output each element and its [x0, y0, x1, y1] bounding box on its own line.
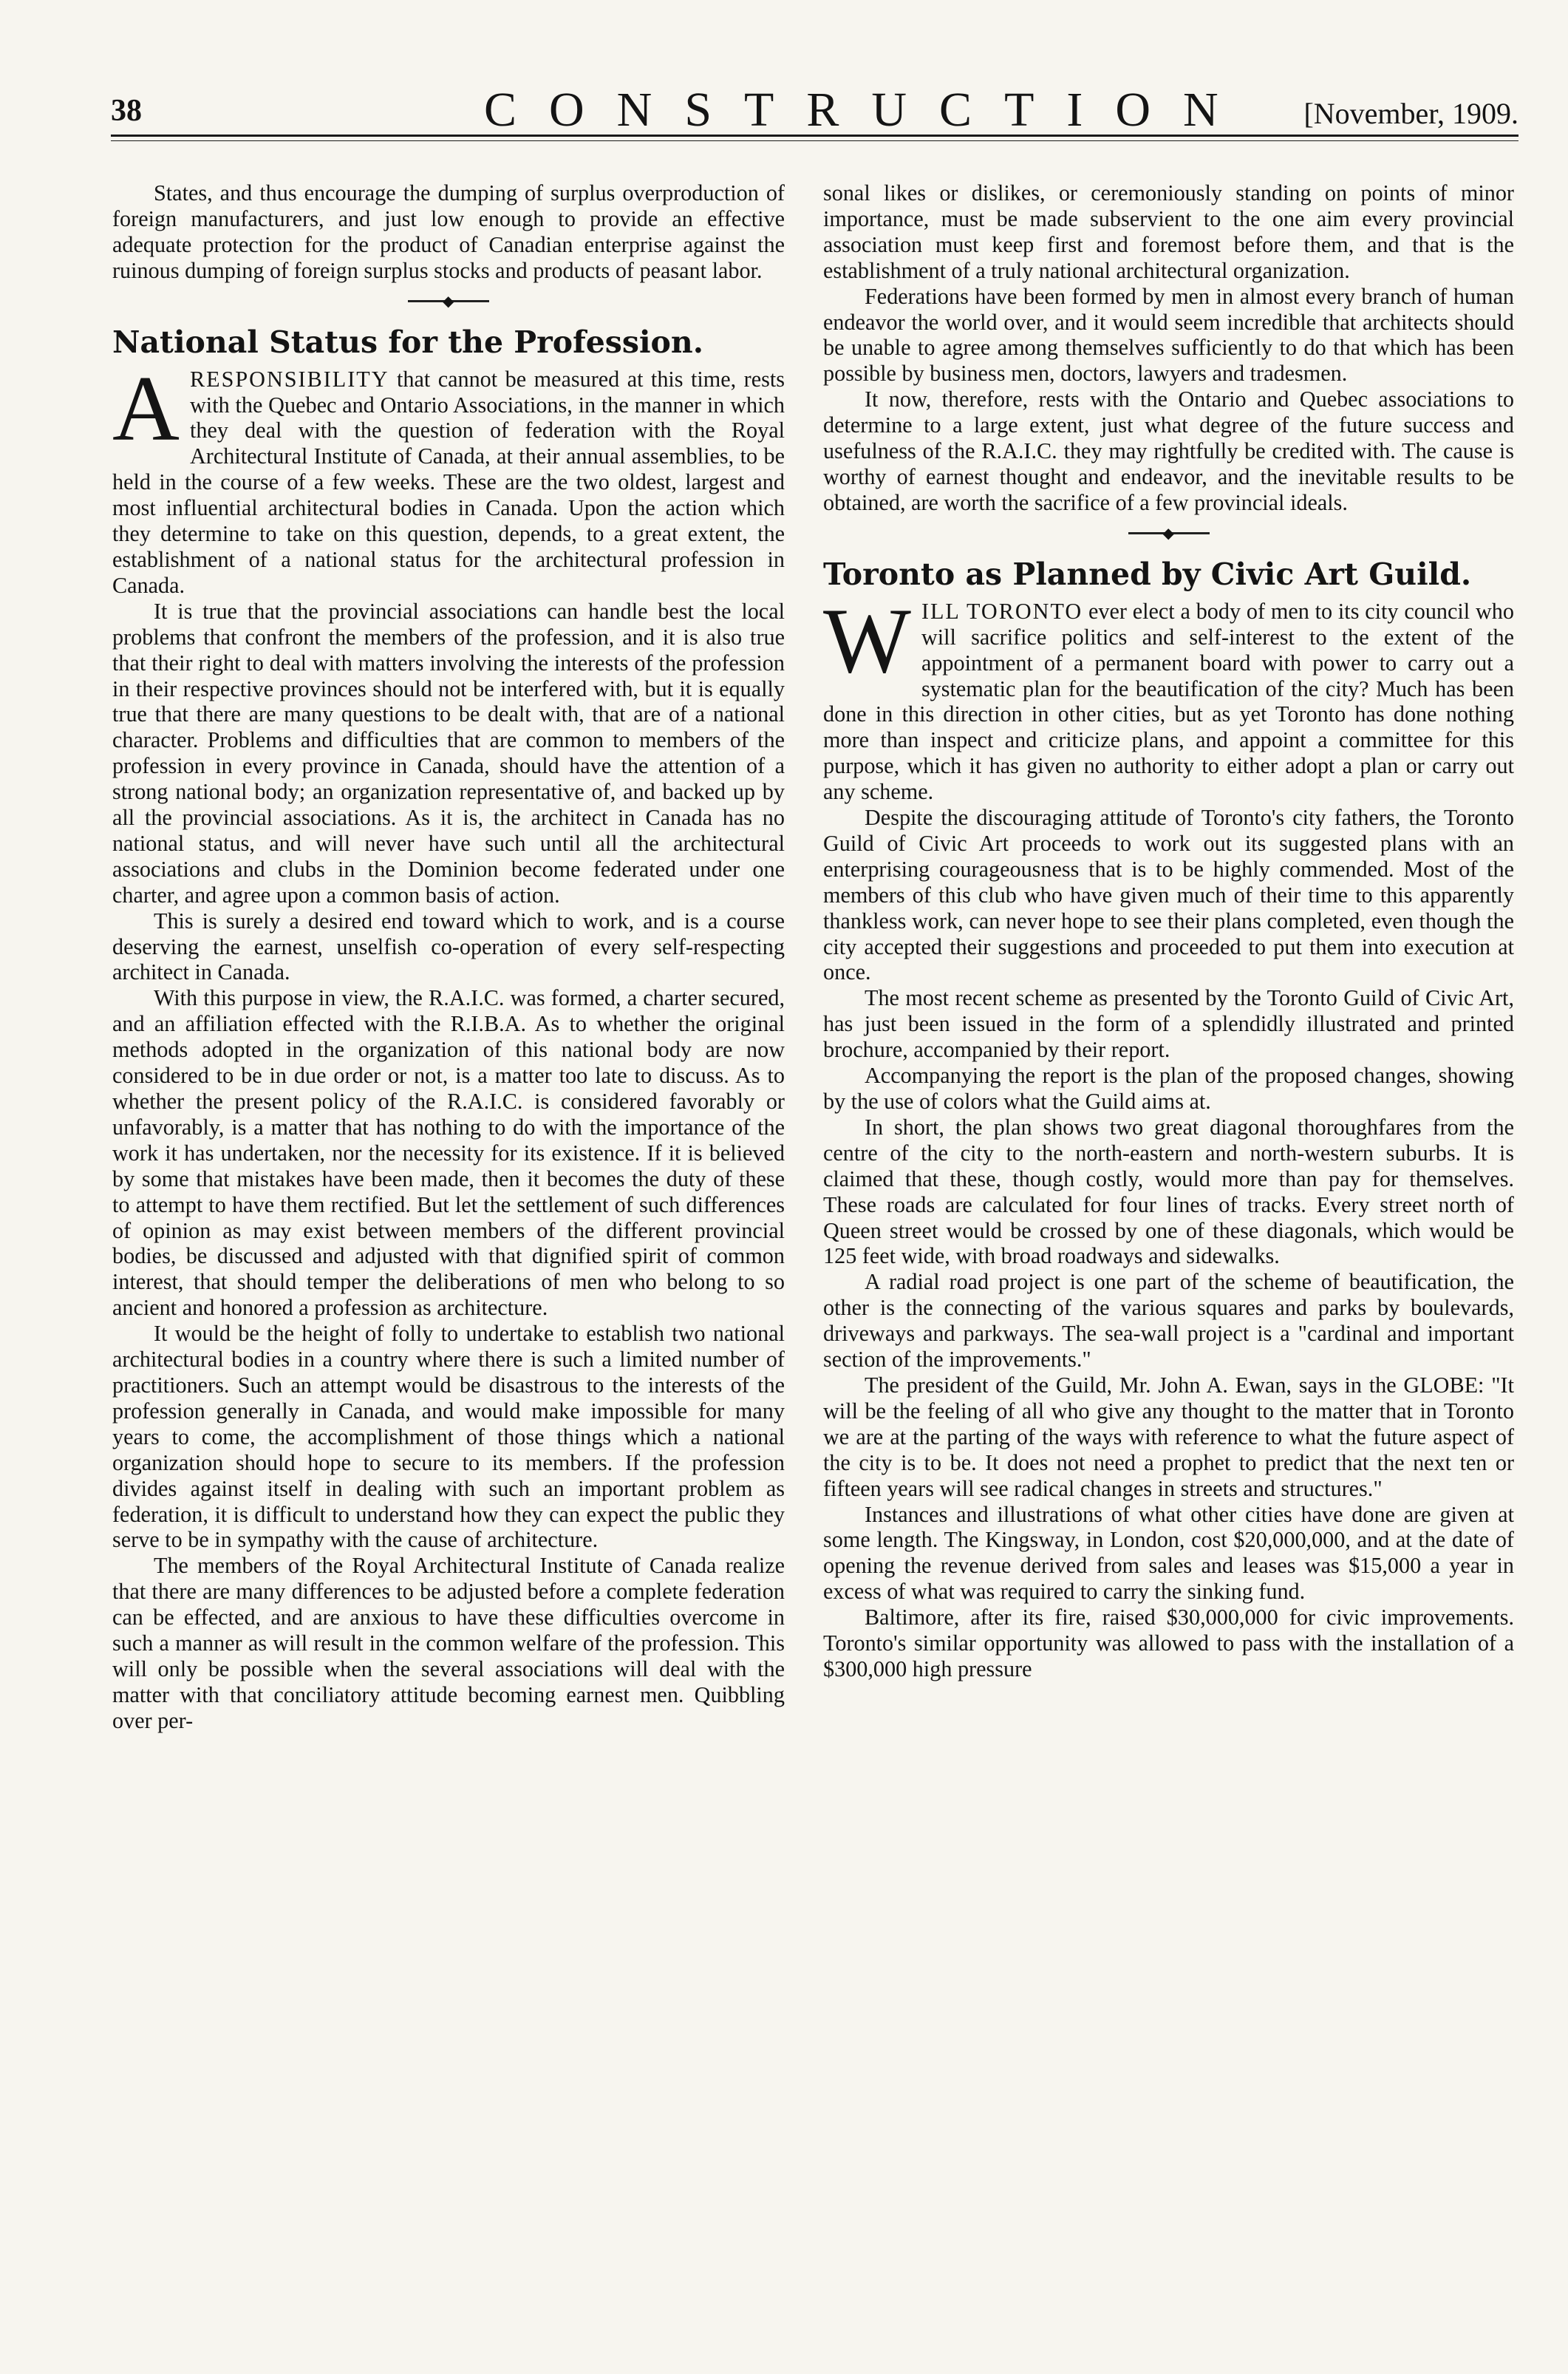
lead-paragraph: [823, 589, 1514, 805]
paragraph: Accompanying the report is the plan of the proposed changes, showing by the use of colors what the Guild aims at.: [823, 1063, 1514, 1114]
section-divider: ◆: [112, 284, 785, 324]
header-rule-thin: [111, 140, 1518, 141]
paragraph: A radial road project is one part of the scheme of beautification, the other is the connecting of the various squares and parks by boulevards, driveways and parkways. The sea-wall project is a "cardinal and important section of the improvements.": [823, 1269, 1514, 1373]
lead-caps: RESPONSIBILITY: [190, 366, 389, 392]
lead-paragraph: [112, 357, 785, 599]
header-rule-thick: [111, 135, 1518, 137]
paragraph: In short, the plan shows two great diagonal thoroughfares from the centre of the city to the north-eastern and north-western suburbs. It is claimed that these, though costly, would more than pay for themselves. These roads are calculated for four lines of tracks. Every street north of Queen street would be crossed by one of these diagonals, which would be 125 feet wide, with broad roadways and sidewalks.: [823, 1114, 1514, 1269]
paragraph: It is true that the provincial associations can handle best the local problems that confront the members of the profession, and it is also true that their right to deal with matters involving the interests of the profession in their respective provinces should not be interfered with, but it is equally true that there are many questions to be dealt with, that are of a national character. Problems and difficulties that are common to members of the profession in every province in Canada, should have the attention of a strong national body; an organization representative of, and backed up by all the provincial associations. As it is, the architect in Canada has no national status, and will never have such until all the architectural associations and clubs in the Dominion become federated under one charter, and agree upon a common basis of action.: [112, 598, 785, 908]
paragraph: Baltimore, after its fire, raised $30,000,000 for civic improvements. Toronto's similar opportunity was allowed to pass with the installation of a $300,000 high pressure: [823, 1605, 1514, 1681]
paragraph: The members of the Royal Architectural Institute of Canada realize that there are many differences to be adjusted before a complete federation can be effected, and are anxious to have these difficulties overcome in such a manner as will result in the common welfare of the profession. This will only be possible when the several associations will deal with the matter with that conciliatory attitude becoming earnest men. Quibbling over per-: [112, 1553, 785, 1733]
lead-caps: ILL TORONTO: [921, 598, 1083, 624]
lead-paragraph-text: that cannot be measured at this time, rests with the Quebec and Ontario Associations, in the manner in which they deal with the question of federation with the Royal Architectural Institute of Canada, at their annual assemblies, to be held in the course of a few weeks. These are the two oldest, largest and most influential architectural bodies in Canada. Upon the action which they determine to take on this question, depends, to a great extent, the establishment of a national status for the architectural profession in Canada.: [112, 366, 785, 598]
section-title-national-status: National Status for the Profession.: [112, 324, 703, 360]
page-header: [111, 83, 1518, 137]
paragraph: sonal likes or dislikes, or ceremoniously standing on points of minor importance, must be made subservient to the one aim every provincial association must keep first and foremost before them, and that is the establishment of a truly national architectural organization.: [823, 180, 1514, 283]
lead-paragraph-text: ever elect a body of men to its city council who will sacrifice politics and self-interest to the extent of the appointment of a permanent board with power to carry out a systematic plan for the beautification of the city? Much has been done in this direction in other cities, but as yet Toronto has done nothing more than inspect and criticize plans, and appoint a committee for this purpose, which it has given no authority to either adopt a plan or carry out any scheme.: [823, 598, 1514, 805]
page-number: 38: [111, 94, 142, 128]
paragraph: The most recent scheme as presented by the Toronto Guild of Civic Art, has just been issued in the form of a splendidly illustrated and printed brochure, accompanied by their report.: [823, 985, 1514, 1063]
paragraph: This is surely a desired end toward which to work, and is a course deserving the earnest, unselfish co-operation of every self-respecting architect in Canada.: [112, 908, 785, 985]
paragraph: Federations have been formed by men in almost every branch of human endeavor the world over, and it would seem incredible that architects should be unable to agree among themselves sufficiently to do that which has been possible by business men, doctors, lawyers and tradesmen.: [823, 283, 1514, 387]
section-title-toronto-planned: Toronto as Planned by Civic Art Guild.: [823, 556, 1472, 592]
drop-cap: A: [112, 357, 180, 460]
issue-date: [November, 1909.: [1303, 97, 1518, 130]
paragraph: It now, therefore, rests with the Ontario and Quebec associations to determine to a large extent, just what degree of the future success and usefulness of the R.A.I.C. they may rightfully be credited with. The cause is worthy of earnest thought and endeavor, and the inevitable results to be obtained, are worth the sacrifice of a few provincial ideals.: [823, 387, 1514, 515]
paragraph: Despite the discouraging attitude of Toronto's city fathers, the Toronto Guild of Civic Art proceeds to work out its suggested plans with an enterprising courageousness that is to be highly commended. Most of the members of this club who have given much of their time to this apparently thankless work, can never hope to see their plans completed, even though the city accepted their suggestions and proceeded to put them into execution at once.: [823, 805, 1514, 985]
drop-cap: W: [823, 589, 911, 693]
paragraph: The president of the Guild, Mr. John A. Ewan, says in the GLOBE: "It will be the feeling of all who give any thought to the matter that in Toronto we are at the parting of the ways with reference to what the future aspect of the city is to be. It does not need a prophet to predict that the next ten or fifteen years will see radical changes in streets and structures.": [823, 1372, 1514, 1501]
section-divider: ◆: [823, 516, 1514, 556]
masthead-title: CONSTRUCTION: [484, 83, 1251, 137]
paragraph: States, and thus encourage the dumping of surplus overproduction of foreign manufacturers, and just low enough to provide an effective adequate protection for the product of Canadian enterprise against the ruinous dumping of foreign surplus stocks and products of peasant labor.: [112, 180, 785, 283]
paragraph: Instances and illustrations of what other cities have done are given at some length. The Kingsway, in London, cost $20,000,000, and at the date of opening the revenue derived from sales and leases was $15,000 a year in excess of what was required to carry the sinking fund.: [823, 1501, 1514, 1605]
paragraph: It would be the height of folly to undertake to establish two national architectural bodies in a country where there is such a limited number of practitioners. Such an attempt would be disastrous to the interests of the profession generally in Canada, and would make impossible for many years to come, the accomplishment of those things which a national organization should hope to secure to its members. If the profession divides against itself in dealing with such an important problem as federation, it is difficult to understand how they can expect the public they serve to be in sympathy with the cause of architecture.: [112, 1321, 785, 1553]
right-column: [823, 180, 1514, 1682]
left-column: [112, 180, 785, 1734]
paragraph: With this purpose in view, the R.A.I.C. was formed, a charter secured, and an affiliation effected with the R.I.B.A. As to whether the original methods adopted in the organization of this national body are now considered to be in due order or not, is a matter too late to discuss. As to whether the present policy of the R.A.I.C. is considered favorably or unfavorably, is a matter that has nothing to do with the importance of the work it has undertaken, nor the necessity for its existence. If it is believed by some that mistakes have been made, then it becomes the duty of these to attempt to have them rectified. But let the settlement of such differences of opinion as may exist between members of the different provincial bodies, be discussed and adjusted with that dignified spirit of common interest, that should temper the deliberations of men who belong to so ancient and honored a profession as architecture.: [112, 985, 785, 1321]
